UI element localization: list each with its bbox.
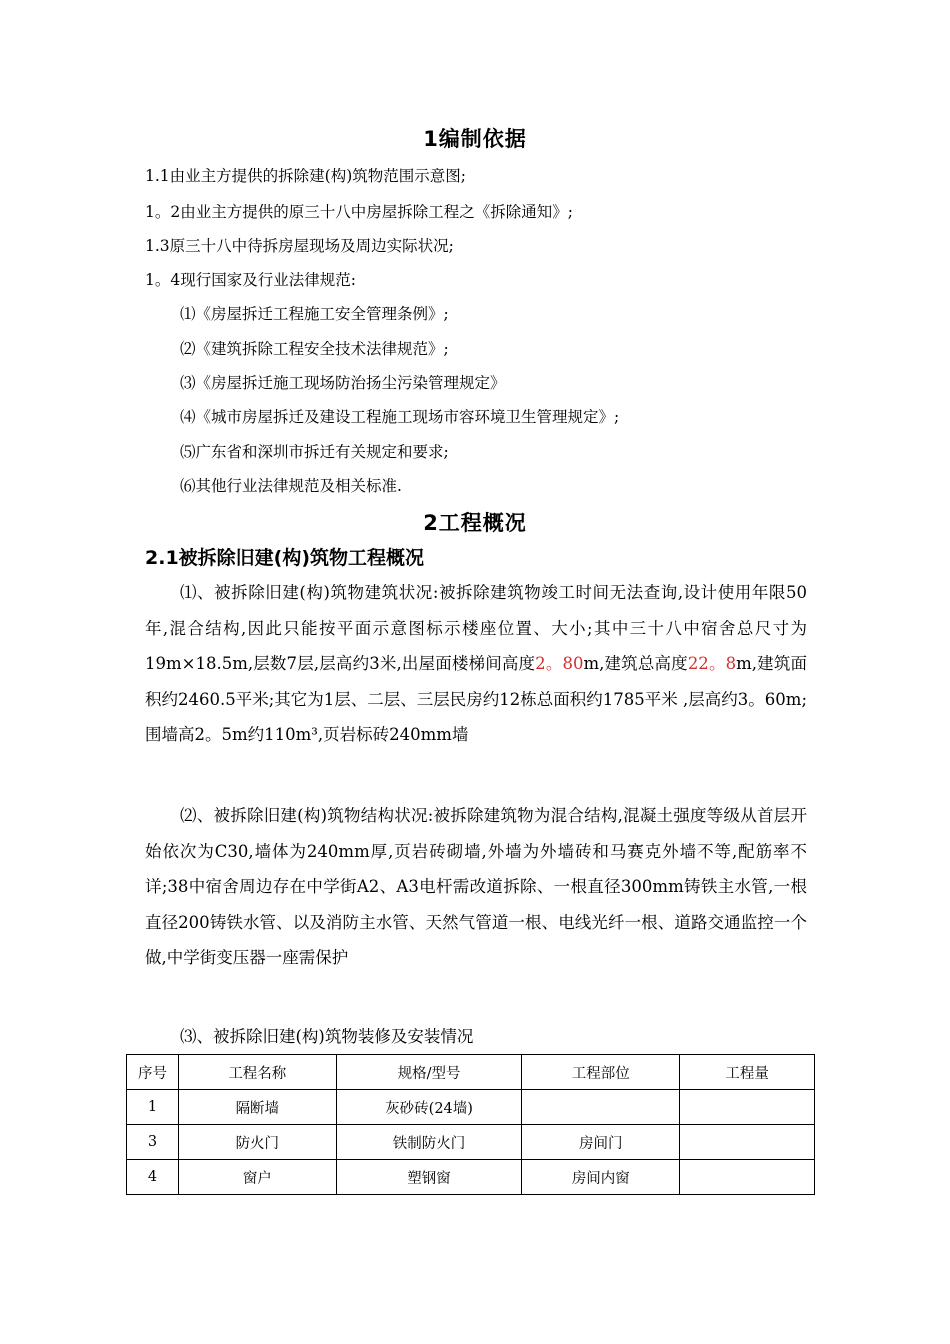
table-cell: 4	[127, 1160, 179, 1195]
table-cell: 塑钢窗	[336, 1160, 522, 1195]
building-status-paragraph	[145, 575, 807, 753]
table-cell	[680, 1090, 815, 1125]
table-header-row	[127, 1055, 815, 1090]
table-cell: 房间内窗	[522, 1160, 680, 1195]
table-cell: 隔断墙	[178, 1090, 336, 1125]
building-status-text-a: ⑴、被拆除旧建(构)筑物建筑状况:被拆除建筑物竣工时间无法查询,设计使用年限50年,混合结构,因此只能按平面示意图标示楼座位置、大小;其中三十八中宿舍总尺寸为19m×18.5m,层数7层,层高约3米,出屋面楼梯间高度	[145, 583, 807, 673]
building-status-text-c: m,建筑面积约2460.5平米;其它为1层、二层、三层民房约12栋总面积约1785平米 ,层高约3。60m;围墙高2。5m约110m³,页岩标砖240mm墙	[145, 654, 807, 744]
regulation-item-5: ⑸广东省和深圳市拆迁有关规定和要求;	[180, 443, 449, 461]
basis-item-1: 1.1由业主方提供的拆除建(构)筑物范围示意图;	[145, 167, 466, 185]
decoration-heading: ⑶、被拆除旧建(构)筑物装修及安装情况	[180, 1027, 474, 1046]
header-cell: 工程名称	[178, 1055, 336, 1090]
table-cell	[680, 1160, 815, 1195]
building-status-text-b: m,建筑总高度	[583, 654, 688, 673]
regulation-item-1: ⑴《房屋拆迁工程施工安全管理条例》;	[180, 305, 449, 323]
basis-item-4: 1。4现行国家及行业法律规范:	[145, 271, 356, 289]
decoration-table	[126, 1054, 815, 1195]
regulation-item-6: ⑹其他行业法律规范及相关标准.	[180, 477, 402, 495]
structure-status-paragraph: ⑵、被拆除旧建(构)筑物结构状况:被拆除建筑物为混合结构,混凝土强度等级从首层开始依次为C30,墙体为240mm厚,页岩砖砌墙,外墙为外墙砖和马赛克外墙不等,配筋率不详;38中宿舍周边存在中学街A2、A3电杆需改道拆除、一根直径300mm铸铁主水管,一根直径200铸铁水管、以及消防主水管、天然气管道一根、电线光纤一根、道路交通监控一个做,中学街变压器一座需保护	[145, 806, 807, 967]
table-cell: 3	[127, 1125, 179, 1160]
table-cell: 1	[127, 1090, 179, 1125]
table-cell: 防火门	[178, 1125, 336, 1160]
regulation-item-4: ⑷《城市房屋拆迁及建设工程施工现场市容环境卫生管理规定》;	[180, 408, 620, 426]
table-cell: 房间门	[522, 1125, 680, 1160]
table-cell: 窗户	[178, 1160, 336, 1195]
table-row	[127, 1160, 815, 1195]
stair-height-value: 2。80	[535, 654, 584, 673]
header-cell: 序号	[127, 1055, 179, 1090]
section-2-1-subtitle: 2.1被拆除旧建(构)筑物工程概况	[145, 547, 425, 569]
basis-item-3: 1.3原三十八中待拆房屋现场及周边实际状况;	[145, 237, 454, 255]
section-2-title: 2工程概况	[423, 511, 527, 535]
header-cell: 规格/型号	[336, 1055, 522, 1090]
table-cell	[680, 1125, 815, 1160]
basis-item-2: 1。2由业主方提供的原三十八中房屋拆除工程之《拆除通知》;	[145, 203, 573, 221]
regulation-item-3: ⑶《房屋拆迁施工现场防治扬尘污染管理规定》	[180, 374, 506, 392]
table-row	[127, 1090, 815, 1125]
table-cell	[522, 1090, 680, 1125]
table-row	[127, 1125, 815, 1160]
total-height-value: 22。8	[687, 654, 737, 673]
section-1-title: 1编制依据	[423, 127, 527, 151]
table-cell: 铁制防火门	[336, 1125, 522, 1160]
header-cell: 工程量	[680, 1055, 815, 1090]
table-cell: 灰砂砖(24墙)	[336, 1090, 522, 1125]
header-cell: 工程部位	[522, 1055, 680, 1090]
regulation-item-2: ⑵《建筑拆除工程安全技术法律规范》;	[180, 340, 449, 358]
